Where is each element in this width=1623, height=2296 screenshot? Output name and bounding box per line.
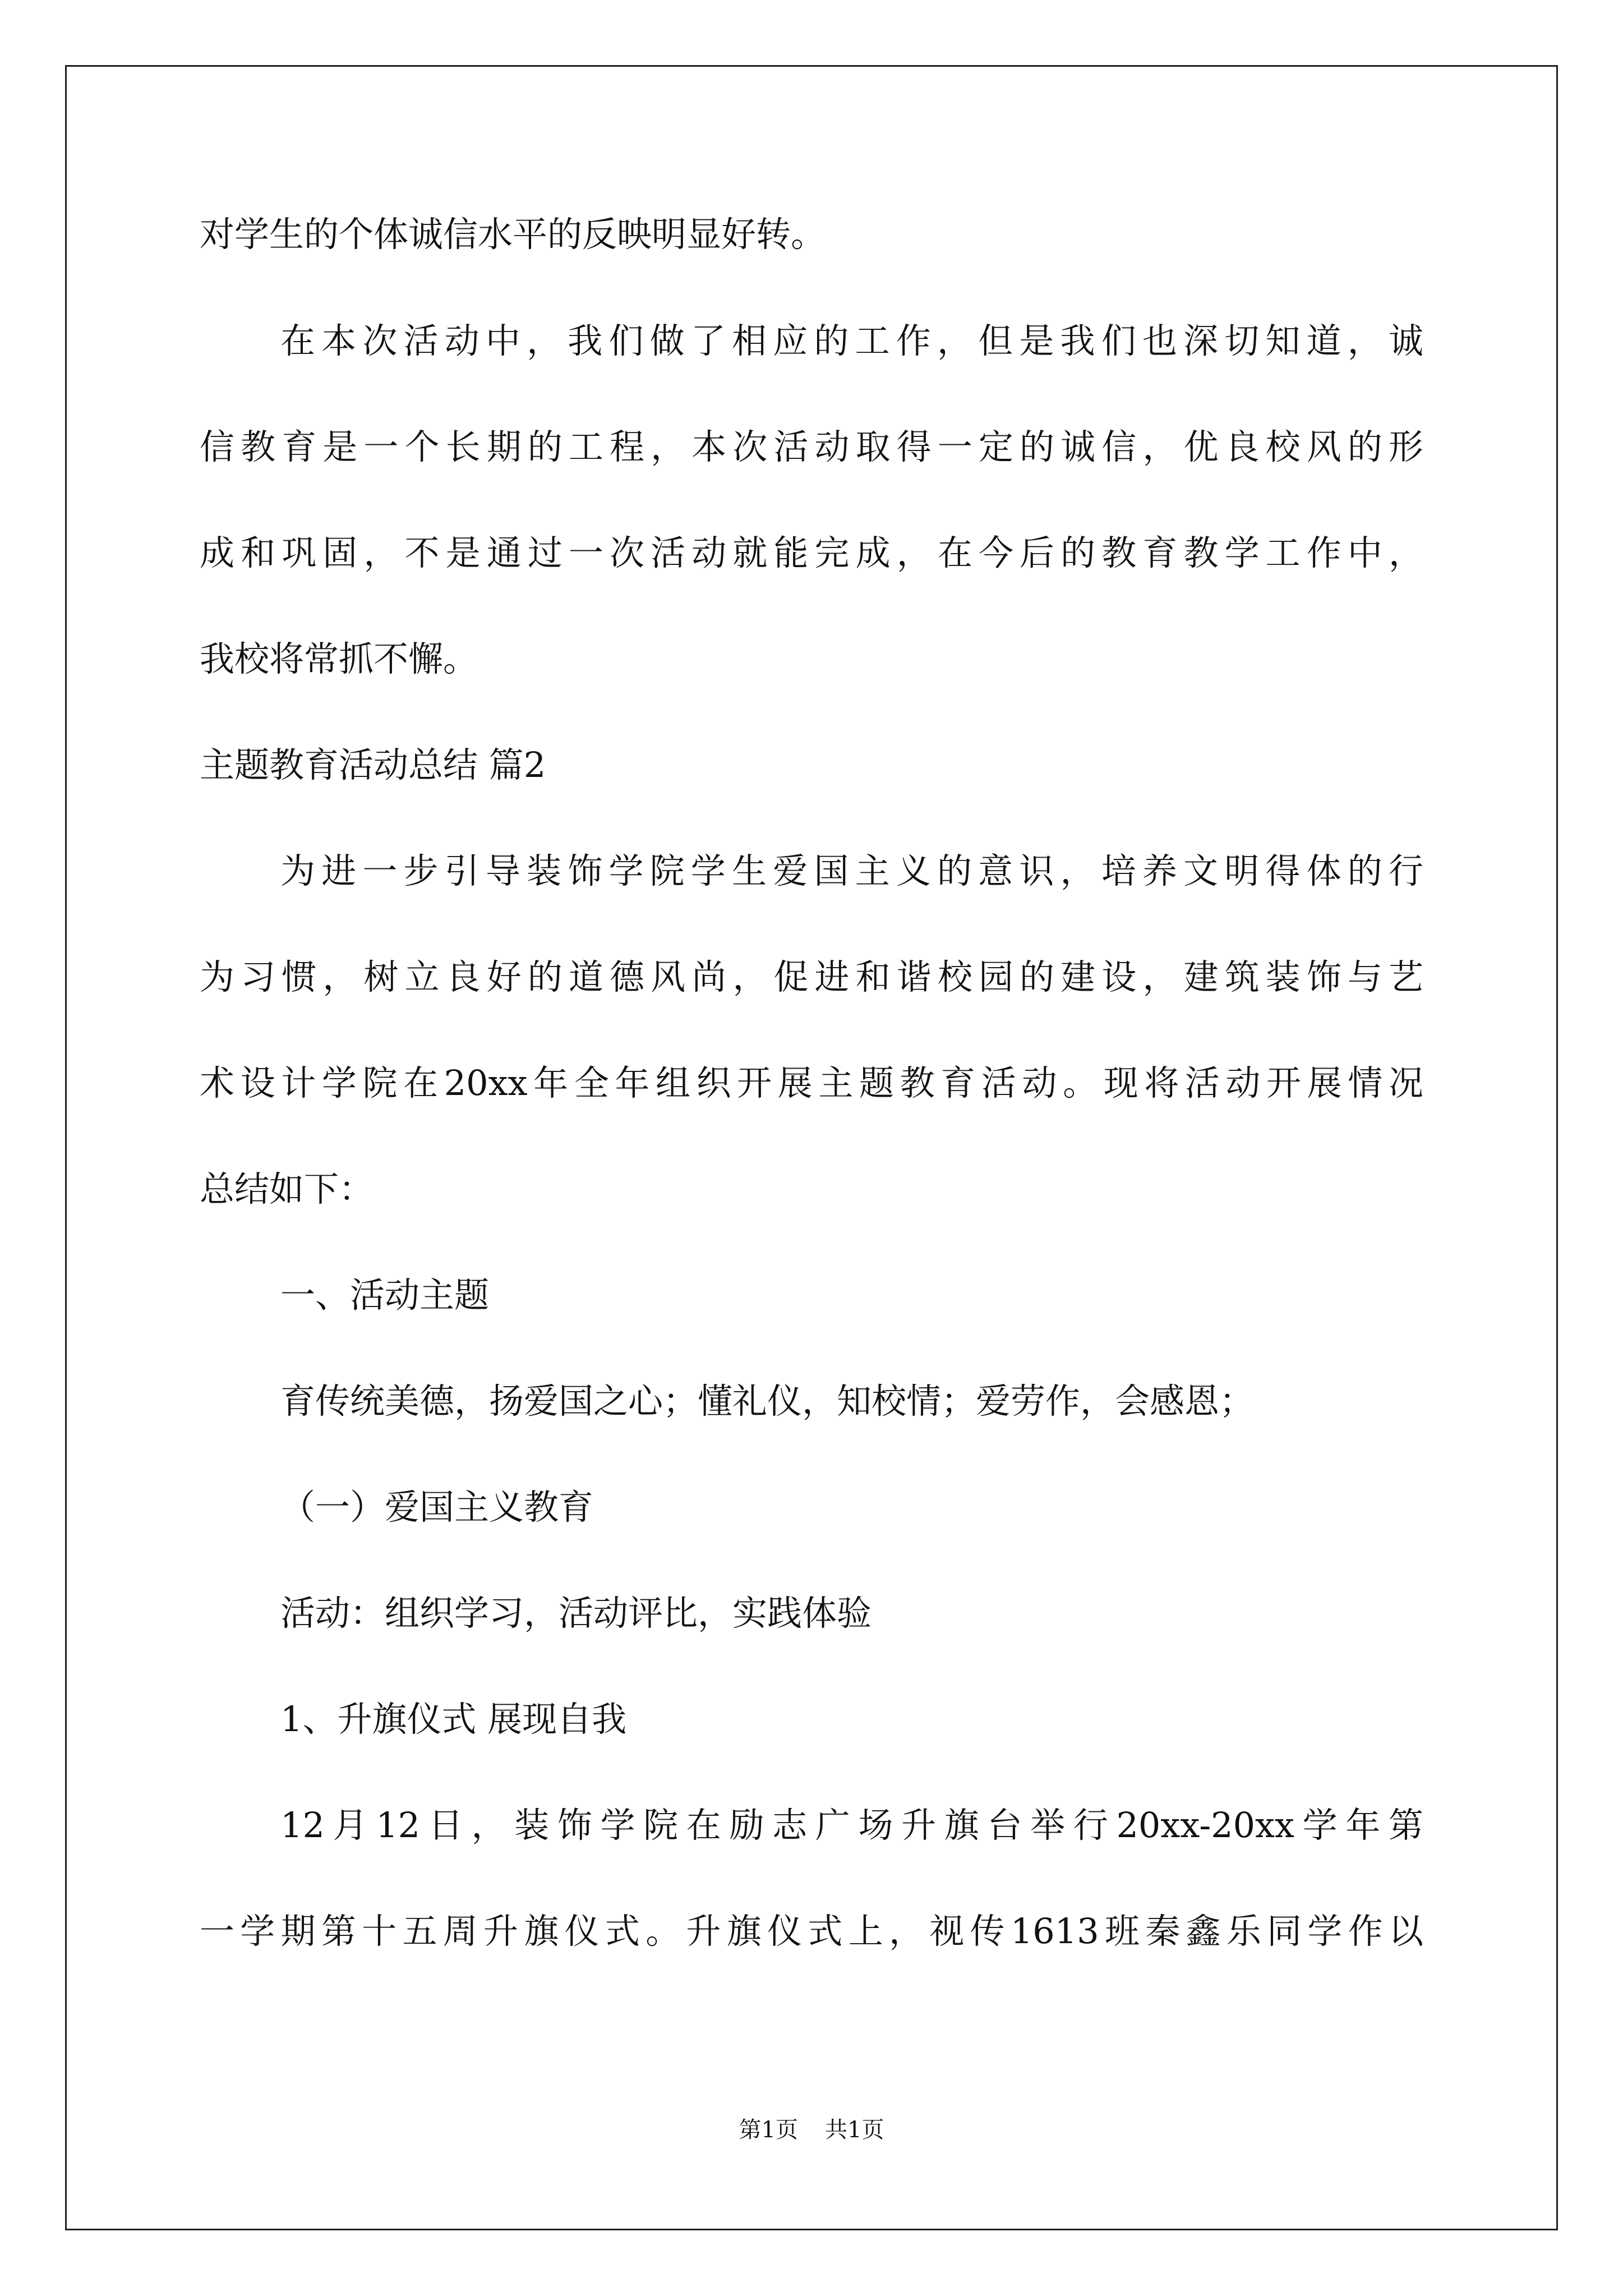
section-heading: 主题教育活动总结 篇2 <box>200 744 546 785</box>
paragraph-line: 成和巩固，不是通过一次活动就能完成，在今后的教育教学工作中， <box>200 532 1423 573</box>
paragraph-line: 为进一步引导装饰学院学生爱国主义的意识，培养文明得体的行 <box>280 850 1423 891</box>
paragraph-line: 12月12日，装饰学院在励志广场升旗台举行20xx-20xx学年第 <box>280 1805 1423 1846</box>
subheading: 一、活动主题 <box>280 1274 490 1315</box>
subheading: 1、升旗仪式 展现自我 <box>280 1699 627 1740</box>
paragraph-line: 育传统美德，扬爱国之心；懂礼仪，知校情；爱劳作，会感恩； <box>280 1381 1255 1421</box>
paragraph-line: 总结如下： <box>200 1168 374 1209</box>
paragraph-line: 活动：组织学习，活动评比，实践体验 <box>280 1593 872 1634</box>
paragraph-line: 在本次活动中，我们做了相应的工作，但是我们也深切知道，诚 <box>280 320 1423 361</box>
paragraph-line: 为习惯，树立良好的道德风尚，促进和谐校园的建设，建筑装饰与艺 <box>200 956 1423 997</box>
paragraph-line: 对学生的个体诚信水平的反映明显好转。 <box>200 214 826 255</box>
page-number-total: 共1页 <box>825 2117 884 2143</box>
page-footer <box>0 2116 1623 2144</box>
paragraph-line: 信教育是一个长期的工程，本次活动取得一定的诚信，优良校风的形 <box>200 426 1423 467</box>
paragraph-line: 我校将常抓不懈。 <box>200 638 478 679</box>
subheading: （一）爱国主义教育 <box>280 1487 594 1527</box>
paragraph-line: 一学期第十五周升旗仪式。升旗仪式上，视传1613班秦鑫乐同学作以 <box>200 1911 1423 1952</box>
page-number-current: 第1页 <box>739 2117 798 2143</box>
page-border <box>65 65 1558 2230</box>
paragraph-line: 术设计学院在20xx年全年组织开展主题教育活动。现将活动开展情况 <box>200 1062 1423 1103</box>
